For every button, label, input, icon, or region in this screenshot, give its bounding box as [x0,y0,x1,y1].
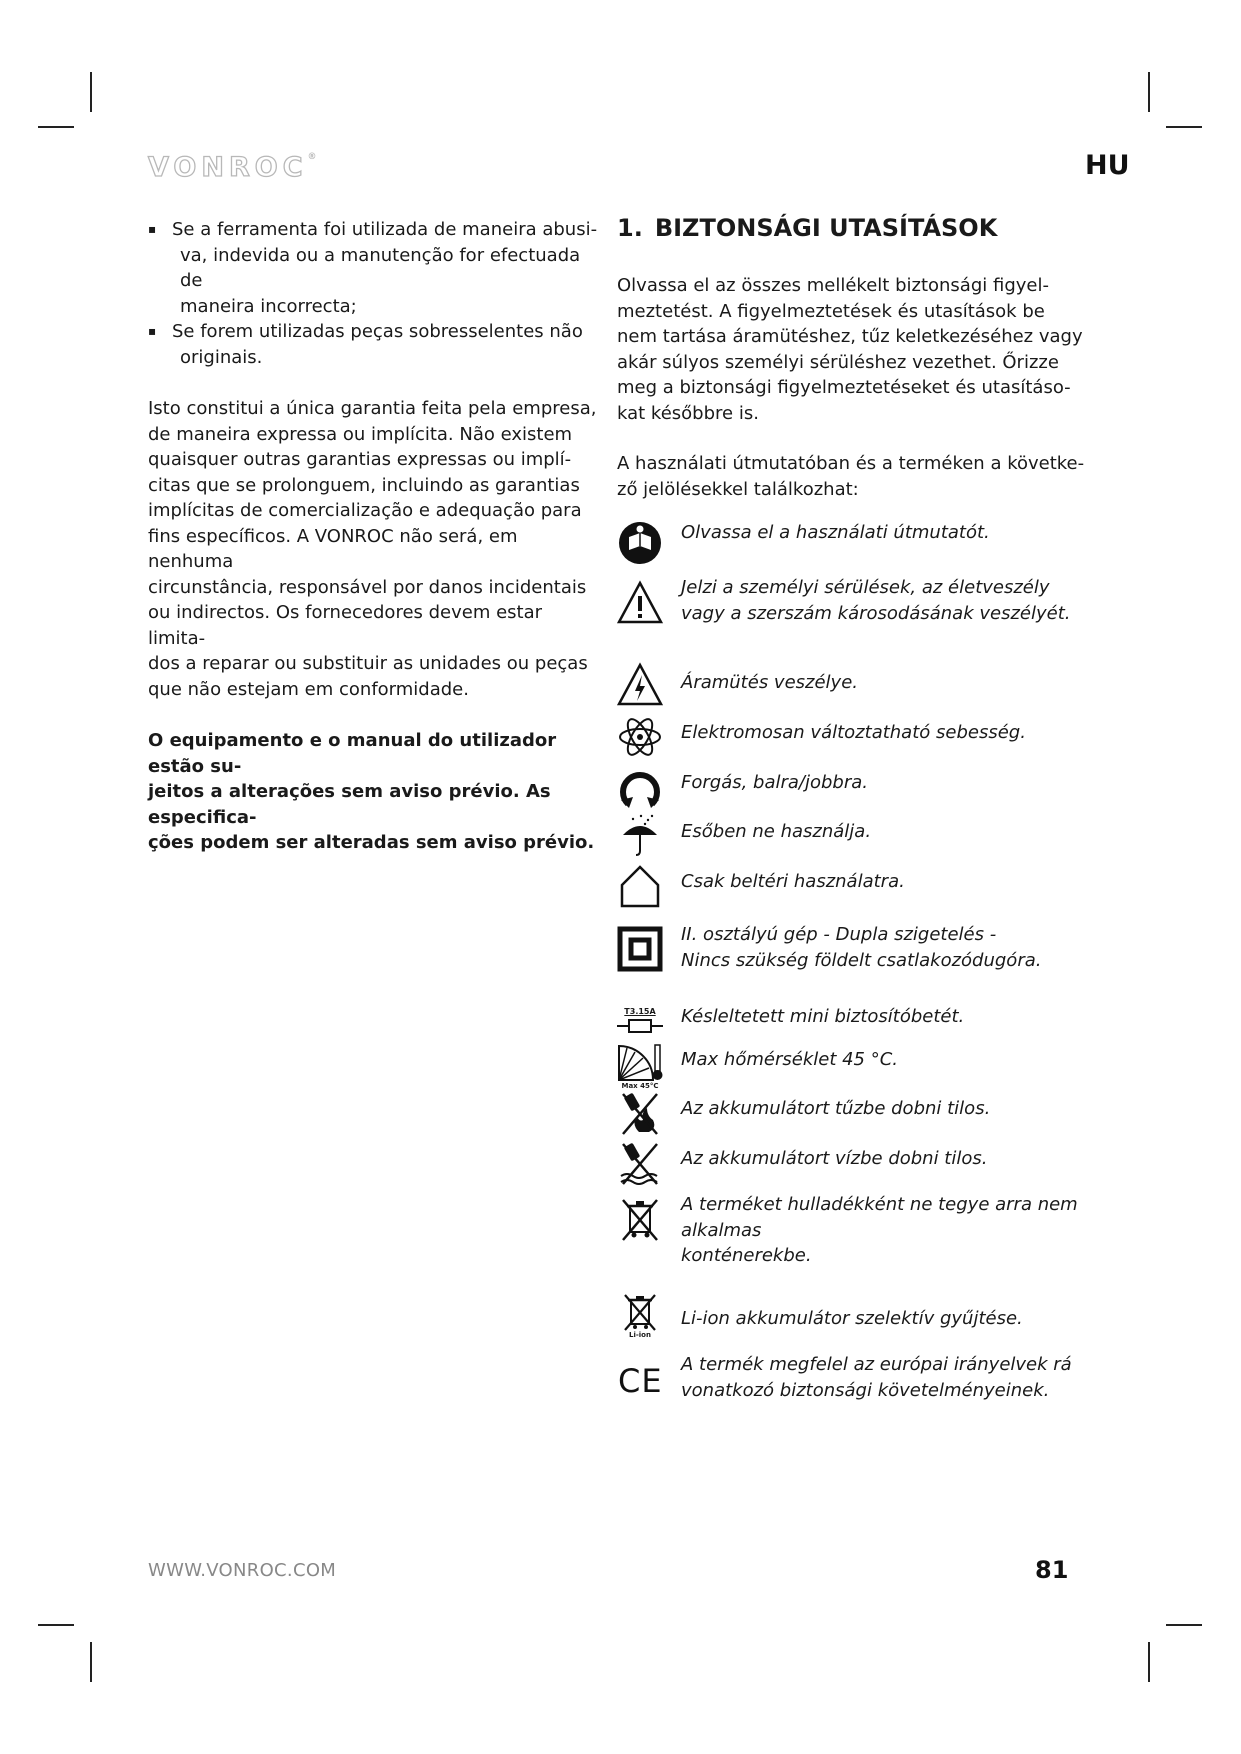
symbol-description [681,1306,1081,1332]
symbol-text-line: Az akkumulátort tűzbe dobni tilos. [681,1098,991,1119]
paragraph-line: meg a biztonsági figyelmeztetéseket és utasításo- [617,377,1071,398]
footer-url: WWW.VONROC.COM [148,1560,337,1581]
paragraph-line: nem tartása áramütéshez, tűz keletkezéséhez vagy [617,326,1083,347]
paragraph-line: O equipamento e o manual do utilizador estão su- [148,730,557,777]
li-ion-label: Li-ion [629,1330,651,1339]
symbol-row [617,577,1071,626]
crop-mark [1166,126,1202,128]
crop-mark [90,72,92,112]
paragraph-line: Isto constitui a única garantia feita pela empresa, [148,398,597,419]
symbol-text-line: Késleltetett mini biztosítóbetét. [681,1006,965,1027]
rain-icon [617,813,663,859]
symbol-row [617,520,990,566]
max-temperature-icon [617,1040,663,1092]
language-code: HU [1085,150,1130,181]
paragraph-line: kat későbbre is. [617,402,759,424]
symbol-text-line: Forgás, balra/jobbra. [681,772,869,793]
symbol-text-line: Nincs szükség földelt csatlakozódugóra. [681,949,1042,971]
warranty-exclusion-list [148,217,598,370]
symbol-description [681,520,1081,546]
symbol-description [681,575,1081,626]
paragraph-line: quaisquer outras garantias expressas ou implí- [148,449,572,470]
warranty-paragraph [148,396,598,702]
symbol-text-line: Jelzi a személyi sérülések, az életveszély [681,577,1050,598]
symbol-description [681,819,1081,845]
paragraph-line: akár súlyos személyi sérüléshez vezethet. Őrizze [617,351,1059,373]
symbol-text-line: vonatkozó biztonsági követelményeinek. [681,1379,1050,1401]
symbol-text-line: II. osztályú gép - Dupla szigetelés - [681,924,997,945]
crop-mark [90,1642,92,1682]
double-insulation-icon [617,926,663,972]
page-number: 81 [1035,1556,1069,1584]
symbol-row [617,662,858,708]
crop-mark [1148,72,1150,112]
symbol-text-line: A termék megfelel az európai irányelvek rá [681,1354,1072,1375]
paragraph-line: citas que se prolonguem, incluindo as garantias [148,474,580,496]
section-title: BIZTONSÁGI UTASÍTÁSOK [654,214,998,242]
paragraph-line: A használati útmutatóban és a terméken a követke- [617,453,1085,474]
symbol-row [617,1090,991,1136]
weee-bin-icon [617,1196,663,1242]
symbol-text-line: Esőben ne használja. [681,821,872,842]
symbol-row [617,1354,1072,1402]
fuse-icon [617,998,663,1044]
variable-speed-icon [617,714,663,760]
fuse-label: T3.15A [624,1006,656,1016]
symbol-text-line: Li-ion akkumulátor szelektív gyűjtése. [681,1308,1023,1329]
symbol-description [681,922,1081,973]
symbols-intro [617,451,1087,502]
paragraph-line: dos a reparar ou substituir as unidades ou peças [148,653,588,674]
symbol-description [681,1047,1081,1073]
brand-logo: VONROC® [148,152,317,183]
paragraph-line: meztetést. A figyelmeztetések és utasítások be [617,300,1045,322]
paragraph-line: ou indirectos. Os fornecedores devem estar limita- [148,602,543,649]
list-item [148,319,598,370]
section-heading [617,213,1087,243]
paragraph-line: Olvassa el az összes mellékelt biztonsági figyel- [617,275,1049,296]
notice-paragraph [148,728,598,856]
symbol-description [681,869,1081,895]
paragraph-line: de maneira expressa ou implícita. Não existem [148,423,573,445]
symbol-row [617,998,965,1044]
symbol-row [617,1290,1023,1342]
section-number: 1. [617,214,643,242]
paragraph-line: que não estejam em conformidade. [148,678,469,700]
symbol-description [681,1192,1081,1269]
warning-icon [617,580,663,626]
paragraph-line: implícitas de comercialização e adequação para [148,500,582,521]
ce-mark-icon [617,1356,663,1402]
symbol-text-line: konténerekbe. [681,1245,812,1266]
symbol-row [617,1040,899,1092]
temperature-label: Max 45°C [621,1081,659,1090]
paragraph-line: ző jelölésekkel találkozhat: [617,478,859,500]
paragraph-line: circunstância, responsável por danos incidentais [148,576,587,598]
paragraph-line: ções podem ser alteradas sem aviso prévio. [148,832,595,853]
symbol-text-line: Max hőmérséklet 45 °C. [681,1049,899,1070]
symbol-row [617,764,869,810]
symbol-description [681,1146,1081,1172]
symbol-text-line: Olvassa el a használati útmutatót. [681,522,990,543]
symbol-row [617,813,872,859]
symbol-text-line: Csak beltéri használatra. [681,871,905,892]
list-item-line: maneira incorrecta; [180,295,357,317]
left-column [148,217,598,856]
indoor-icon [617,863,663,909]
no-water-battery-icon [617,1140,663,1186]
rotation-icon [617,764,663,810]
symbol-text-line: Elektromosan változtatható sebesség. [681,722,1026,743]
read-manual-icon [617,520,663,566]
ce-mark-text: CE [618,1362,663,1400]
symbol-text-line: vagy a szerszám károsodásának veszélyét. [681,602,1071,624]
list-item-line: va, indevida ou a manutenção for efectuada de [180,244,581,291]
symbol-row [617,924,1042,972]
li-ion-recycling-icon [617,1290,663,1342]
crop-mark [38,1624,74,1626]
right-column [617,213,1087,502]
crop-mark [1148,1642,1150,1682]
list-item [148,217,598,319]
crop-mark [1166,1624,1202,1626]
symbol-description [681,770,1081,796]
symbol-description [681,1004,1081,1030]
symbol-text-line: Áramütés veszélye. [681,672,858,693]
symbol-row [617,714,1026,760]
electric-shock-icon [617,662,663,708]
symbol-row [617,1140,988,1186]
symbol-description [681,720,1081,746]
symbol-description [681,1352,1081,1403]
symbol-text-line: A terméket hulladékként ne tegye arra nem [681,1194,1078,1215]
intro-paragraph [617,273,1087,426]
symbol-description [681,670,1081,696]
symbol-text-line: alkalmas [681,1219,762,1241]
symbol-text-line: Az akkumulátort vízbe dobni tilos. [681,1148,988,1169]
symbol-row [617,1194,1078,1266]
list-item-line: originais. [180,346,263,368]
symbol-row [617,863,905,909]
list-item-line: ▪ Se forem utilizadas peças sobresselentes não [172,321,583,342]
no-fire-battery-icon [617,1090,663,1136]
paragraph-line: jeitos a alterações sem aviso prévio. As especifica- [148,781,551,828]
paragraph-line: fins específicos. A VONROC não será, em nenhuma [148,525,518,572]
crop-mark [38,126,74,128]
list-item-line: ▪ Se a ferramenta foi utilizada de maneira abusi- [172,219,598,240]
symbol-description [681,1096,1081,1122]
